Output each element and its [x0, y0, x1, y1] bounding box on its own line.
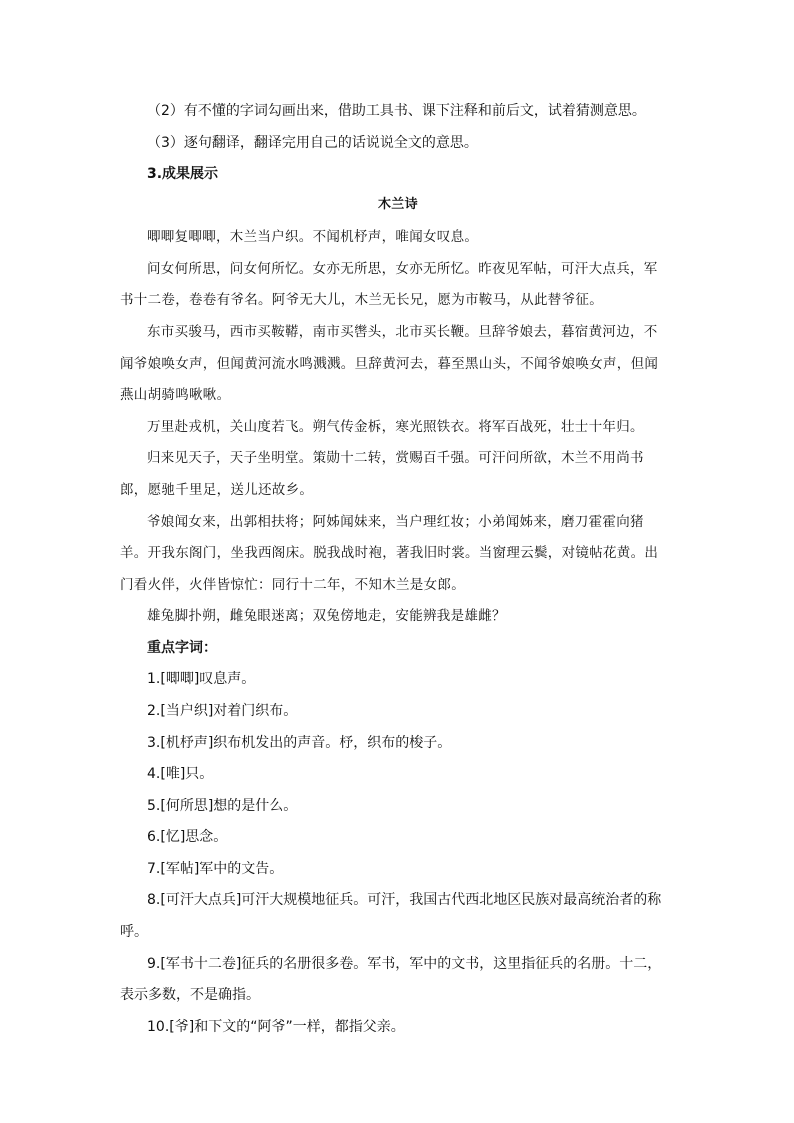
section-heading: 3.成果展示 — [147, 166, 219, 182]
poem-line: 归来见天子，天子坐明堂。策勋十二转，赏赐百千强。可汗问所欲，木兰不用尚书 — [147, 450, 644, 466]
step-3: （3）逐句翻译，翻译完用自己的话说说全文的意思。 — [147, 135, 478, 151]
key-word-item: 1.[唧唧]叹息声。 — [147, 671, 256, 687]
poem-line: 问女何所思，问女何所忆。女亦无所思，女亦无所忆。昨夜见军帖，可汗大点兵，军 — [147, 261, 658, 277]
poem-line: 羊。开我东阁门，坐我西阁床。脱我战时袍，著我旧时裳。当窗理云鬓，对镜帖花黄。出 — [120, 545, 659, 561]
poem-line: 万里赴戎机，关山度若飞。朔气传金柝，寒光照铁衣。将军百战死，壮士十年归。 — [147, 419, 644, 435]
key-word-item: 2.[当户织]对着门织布。 — [147, 703, 298, 719]
key-word-item: 呼。 — [120, 924, 148, 940]
key-word-item: 表示多数，不是确指。 — [120, 987, 260, 1003]
key-word-item: 3.[机杼声]织布机发出的声音。杼，织布的梭子。 — [147, 735, 452, 751]
poem-line: 唧唧复唧唧，木兰当户织。不闻机杼声，唯闻女叹息。 — [147, 229, 479, 245]
key-word-item: 5.[何所思]想的是什么。 — [147, 798, 298, 814]
poem-line: 闻爷娘唤女声，但闻黄河流水鸣溅溅。旦辞黄河去，暮至黑山头，不闻爷娘唤女声，但闻 — [120, 356, 659, 372]
poem-line: 东市买骏马，西市买鞍鞯，南市买辔头，北市买长鞭。旦辞爷娘去，暮宿黄河边，不 — [147, 324, 658, 340]
poem-title: 木兰诗 — [378, 197, 418, 212]
key-word-item: 6.[忆]思念。 — [147, 829, 228, 845]
poem-line: 燕山胡骑鸣啾啾。 — [120, 387, 231, 403]
step-2: （2）有不懂的字词勾画出来，借助工具书、课下注释和前后文，试着猜测意思。 — [147, 103, 646, 119]
poem-line: 门看火伴，火伴皆惊忙：同行十二年，不知木兰是女郎。 — [120, 577, 465, 593]
poem-line: 书十二卷，卷卷有爷名。阿爷无大儿，木兰无长兄，愿为市鞍马，从此替爷征。 — [120, 292, 603, 308]
key-word-item: 10.[爷]和下文的“阿爷”一样，都指父亲。 — [147, 1019, 405, 1035]
key-words-heading: 重点字词： — [147, 640, 217, 656]
key-word-item: 8.[可汗大点兵]可汗大规模地征兵。可汗，我国古代西北地区民族对最高统治者的称 — [147, 892, 662, 908]
key-word-item: 9.[军书十二卷]征兵的名册很多卷。军书，军中的文书，这里指征兵的名册。十二， — [147, 956, 662, 972]
poem-line: 爷娘闻女来，出郭相扶将；阿姊闻妹来，当户理红妆；小弟闻姊来，磨刀霍霍向猪 — [147, 514, 644, 530]
poem-line: 雄兔脚扑朔，雌兔眼迷离；双兔傍地走，安能辨我是雄雌？ — [147, 608, 506, 624]
key-word-item: 4.[唯]只。 — [147, 766, 214, 782]
key-word-item: 7.[军帖]军中的文告。 — [147, 861, 284, 877]
poem-line: 郎，愿驰千里足，送儿还故乡。 — [120, 482, 314, 498]
